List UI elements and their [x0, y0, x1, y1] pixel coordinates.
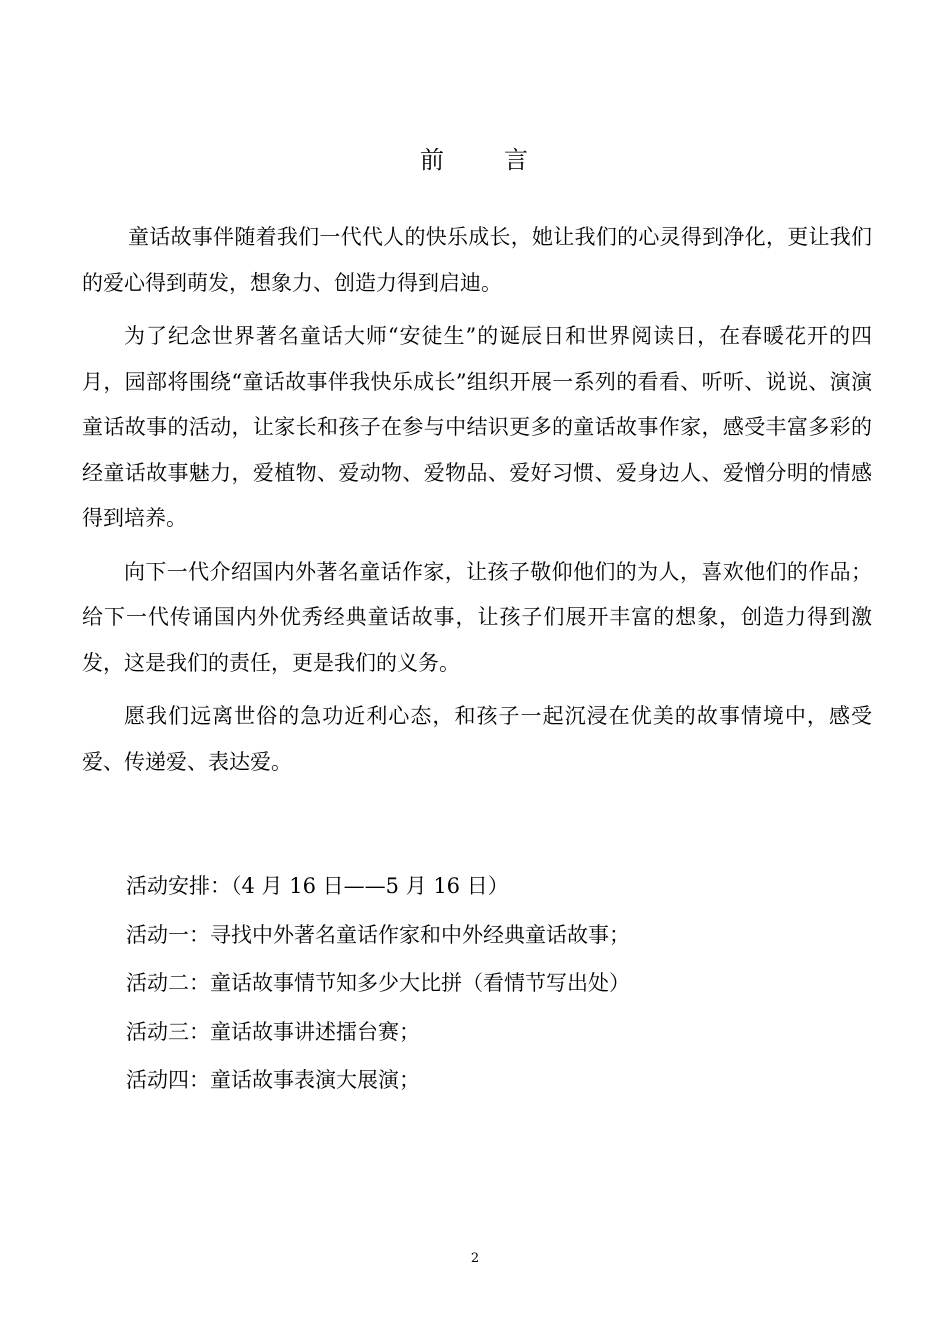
- activity-schedule: 活动安排：（4 月 16 日——5 月 16 日）: [126, 874, 509, 898]
- title-char-1: 前: [420, 146, 446, 174]
- page-number: 2: [470, 1251, 480, 1266]
- paragraph: 向下一代介绍国内外著名童话作家，让孩子敬仰他们的为人，喜欢他们的作品；给下一代传诵国内外优秀经典童话故事，让孩子们展开丰富的想象，创造力得到激发，这是我们的责任，更是我们的义务。: [82, 559, 872, 675]
- activity-list: [126, 862, 866, 1105]
- paragraph: 为了纪念世界著名童话大师“安徒生”的诞辰日和世界阅读日，在春暖花开的四月，园部将围绕“童话故事伴我快乐成长”组织开展一系列的看看、听听、说说、演演童话故事的活动，让家长和孩子在参与中结识更多的童话故事作家，感受丰富多彩的经童话故事魅力，爱植物、爱动物、爱物品、爱好习惯、爱身边人、爱憎分明的情感得到培养。: [82, 324, 872, 530]
- paragraph: 童话故事伴随着我们一代代人的快乐成长，她让我们的心灵得到净化，更让我们的爱心得到萌发，想象力、创造力得到启迪。: [82, 225, 872, 295]
- title-char-2: 言: [504, 146, 530, 174]
- preface-body: [82, 215, 872, 793]
- activity-item: 活动三：童话故事讲述擂台赛；: [126, 1019, 420, 1044]
- paragraph: 愿我们远离世俗的急功近利心态，和孩子一起沉浸在优美的故事情境中，感受爱、传递爱、表达爱。: [82, 704, 872, 774]
- activity-item: 活动四：童话故事表演大展演；: [126, 1068, 420, 1092]
- activity-item: 活动一：寻找中外著名童话作家和中外经典童话故事；: [126, 922, 630, 947]
- activity-item: 活动二：童话故事情节知多少大比拼（看情节写出处）: [126, 971, 630, 995]
- page-title: [0, 140, 950, 175]
